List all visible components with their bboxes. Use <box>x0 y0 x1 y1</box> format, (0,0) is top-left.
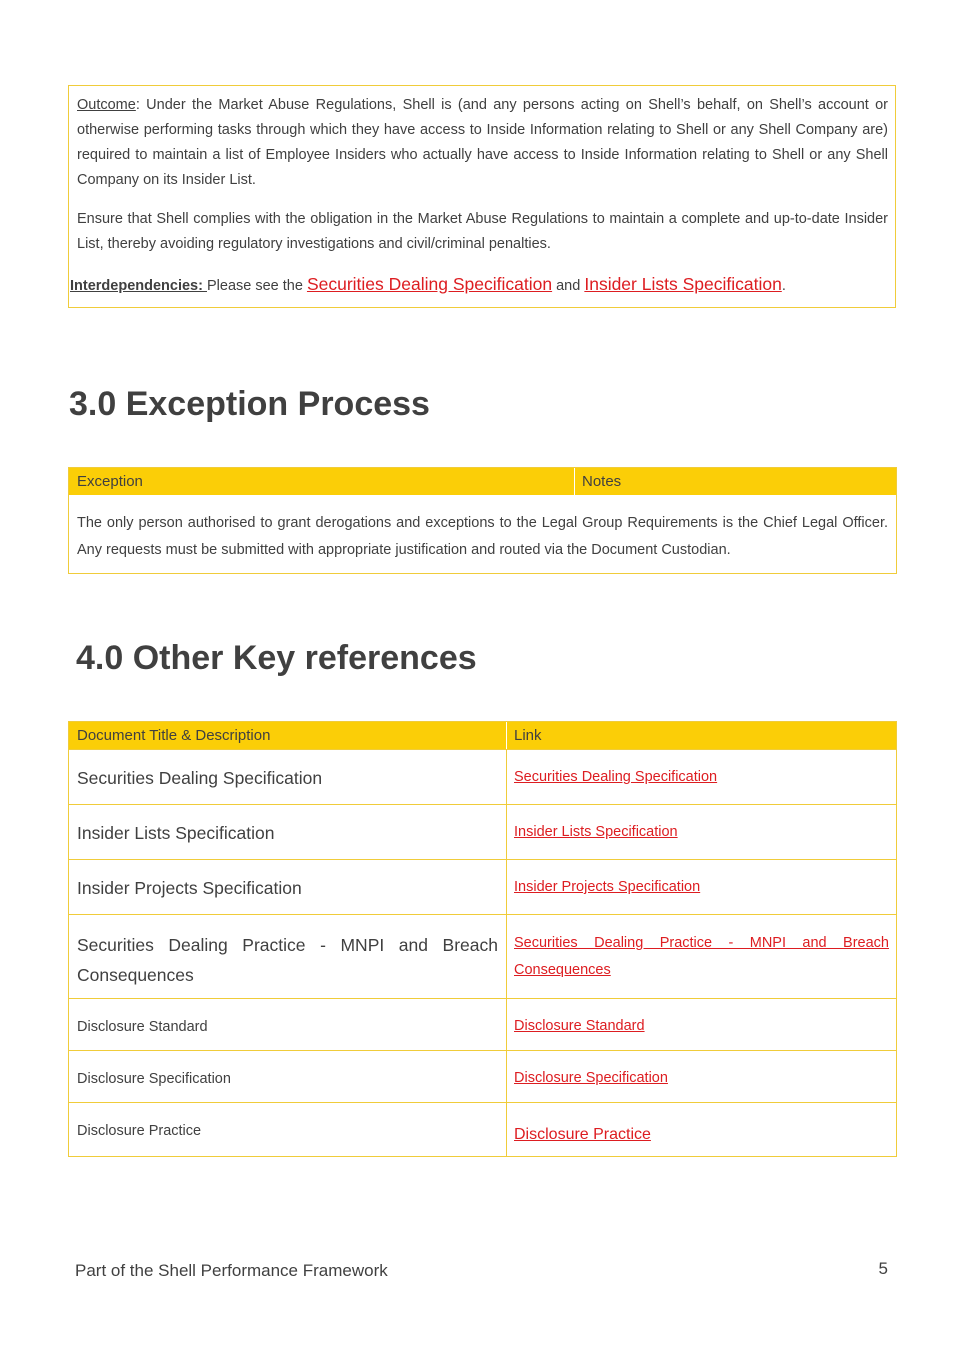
reference-link[interactable]: Disclosure Standard <box>514 1018 645 1034</box>
footer-text: Part of the Shell Performance Framework <box>75 1261 388 1280</box>
outcome-paragraph <box>77 93 888 193</box>
document-title-column-header: Document Title & Description <box>77 727 271 744</box>
key-references-heading: 4.0 Other Key references <box>76 639 477 677</box>
reference-title: Disclosure Practice <box>77 1123 202 1139</box>
reference-link[interactable]: Securities Dealing Practice - MNPI and Breach Consequences <box>514 935 889 978</box>
references-table-header <box>69 722 896 749</box>
reference-title: Securities Dealing Practice - MNPI and Breach Consequences <box>77 935 498 985</box>
outcome-text: : Under the Market Abuse Regulations, Shell is (and any persons acting on Shell’s behalf, on Shell’s account or otherwise performing tasks through which they have access to Inside Information relating to Shell or any Shell Company are) required to maintain a list of Employee Insiders who actually have access to Inside Information relating to Shell or any Shell Company on its Insider List. <box>77 97 888 188</box>
interdependencies-line <box>70 272 786 298</box>
header-divider <box>506 722 507 749</box>
securities-dealing-spec-link[interactable]: Securities Dealing Specification <box>306 274 553 294</box>
interdependencies-connector: and <box>552 278 585 294</box>
reference-title: Disclosure Specification <box>77 1071 231 1087</box>
exception-table-header <box>69 468 896 495</box>
exception-column-header: Exception <box>77 473 143 490</box>
page-number: 5 <box>878 1259 888 1278</box>
outcome-paragraph-2: Ensure that Shell complies with the obligation in the Market Abuse Regulations to maintain a complete and up-to-date Insider List, thereby avoiding regulatory investigations and civil/criminal penalties. <box>77 211 888 252</box>
table-row <box>69 859 896 914</box>
table-row <box>69 914 896 998</box>
table-row <box>69 1050 896 1102</box>
reference-link[interactable]: Insider Lists Specification <box>514 824 678 840</box>
interdependencies-prefix: Please see the <box>206 278 307 294</box>
table-row <box>69 998 896 1050</box>
header-divider <box>574 468 575 495</box>
outcome-label: Outcome <box>77 97 136 113</box>
exception-process-heading: 3.0 Exception Process <box>69 385 430 423</box>
reference-title: Insider Lists Specification <box>77 823 275 843</box>
outcome-box <box>68 85 896 308</box>
reference-link[interactable]: Disclosure Specification <box>514 1070 668 1086</box>
interdependencies-label: Interdependencies: <box>70 278 207 294</box>
notes-column-header: Notes <box>582 473 622 490</box>
reference-link[interactable]: Securities Dealing Specification <box>514 769 718 785</box>
reference-title: Disclosure Standard <box>77 1019 208 1035</box>
table-row <box>69 804 896 859</box>
exception-table <box>68 467 897 574</box>
insider-lists-spec-link[interactable]: Insider Lists Specification <box>584 274 782 294</box>
table-row <box>69 1102 896 1156</box>
reference-link[interactable]: Disclosure Practice <box>514 1126 651 1143</box>
exception-body-text: The only person authorised to grant derogations and exceptions to the Legal Group Requirements is the Chief Legal Officer. Any requests must be submitted with appropriate justification and routed via the Document Custodian. <box>77 515 888 558</box>
reference-title: Securities Dealing Specification <box>77 768 323 788</box>
interdependencies-suffix: . <box>781 278 786 294</box>
references-table <box>68 721 897 1157</box>
reference-link[interactable]: Insider Projects Specification <box>514 879 701 895</box>
link-column-header: Link <box>514 727 542 744</box>
table-row <box>69 749 896 804</box>
reference-title: Insider Projects Specification <box>77 878 302 898</box>
